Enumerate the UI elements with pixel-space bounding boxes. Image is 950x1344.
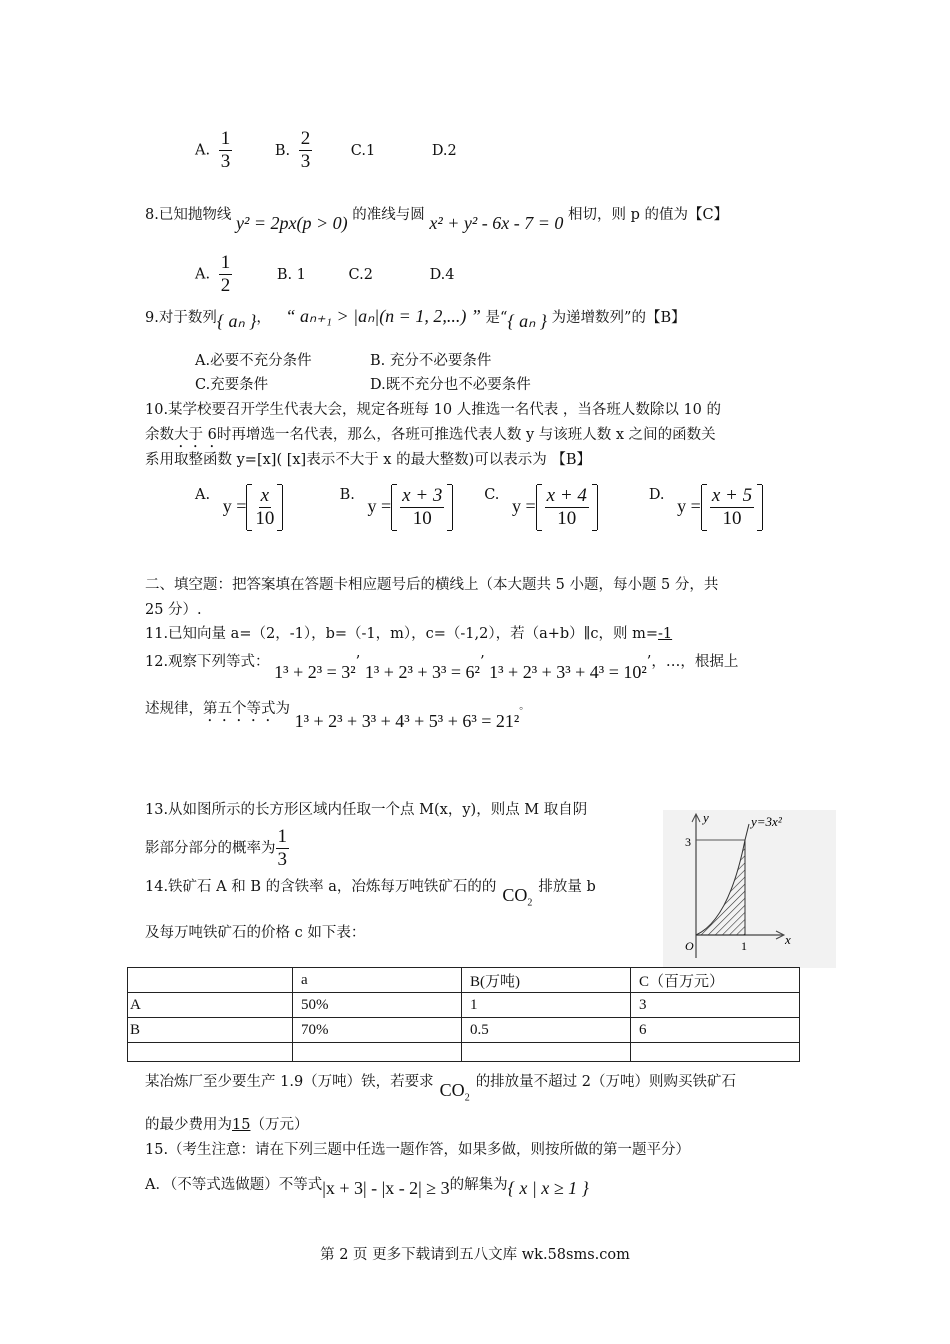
floor-bracket <box>701 485 763 530</box>
q9-mid: 是“ <box>485 310 508 326</box>
floor-bracket <box>536 485 598 530</box>
shaded-region <box>696 840 745 935</box>
denominator: 2 <box>220 275 231 296</box>
text: 为 <box>275 701 290 717</box>
q9-comma: ， <box>256 310 271 326</box>
q9-option-d: D.既不充分也不必要条件 <box>370 377 531 393</box>
q9-suffix: 为递增数列”的【B】 <box>551 310 686 326</box>
option-b-label: B. <box>274 142 291 159</box>
q11-answer: -1 <box>658 626 673 642</box>
text: 的最少费用为 <box>145 1117 232 1133</box>
table-cell <box>293 1043 462 1062</box>
q8-suffix: 相切，则 p 的值为【C】 <box>567 207 729 223</box>
q8-mid: 的准线与圆 <box>352 207 425 223</box>
q10-option-c <box>484 485 644 530</box>
q8-prefix: 8.已知抛物线 <box>145 207 232 223</box>
numerator: x <box>260 485 270 506</box>
ore-table <box>127 967 800 1062</box>
co2-formula <box>502 885 533 909</box>
q14-line-2: 及每万吨铁矿石的价格 c 如下表： <box>145 925 366 941</box>
lhs: y = <box>222 495 247 516</box>
lhs: y = <box>677 495 701 516</box>
option-d: D.4 <box>429 266 455 283</box>
text: 排放量 b <box>538 879 596 895</box>
denominator: 3 <box>220 151 231 172</box>
numerator: 1 <box>220 128 231 149</box>
q10-line-3: 系用取整函数 y=[x]( [x]表示不大于 x 的最大整数)可以表示为 【B】 <box>145 452 592 468</box>
table-header: a <box>293 968 462 993</box>
table-header <box>128 968 293 993</box>
q12-line-2 <box>145 697 530 731</box>
table-row <box>128 1018 800 1043</box>
q8-parabola-expr: y² = 2px(p > 0) <box>235 213 348 233</box>
fraction <box>545 485 589 530</box>
fraction <box>710 485 754 530</box>
table-header-row <box>128 968 800 993</box>
q12-answer: 1³ + 2³ + 3³ + 4³ + 5³ + 6³ = 21² <box>294 711 520 731</box>
period: 。 <box>519 701 530 712</box>
fraction <box>299 128 313 173</box>
table-cell <box>462 1043 631 1062</box>
text: 某冶炼厂至少要生产 1.9（万吨）铁，若要求 <box>145 1074 434 1090</box>
q10-line-2 <box>145 425 716 451</box>
q10-option-d <box>649 485 789 530</box>
denominator: 3 <box>277 849 287 870</box>
q13-line-1: 13.从如图所示的长方形区域内任取一个点 M(x，y)，则点 M 取自阴 <box>145 802 588 818</box>
q9-option-a: A.必要不充分条件 <box>195 353 312 369</box>
q10-option-b <box>340 485 480 530</box>
table-cell: A <box>128 993 293 1018</box>
q15-answer: { x | x ≥ 1 } <box>507 1178 589 1198</box>
option-c: C.2 <box>348 266 373 283</box>
option-label: C. <box>484 487 500 503</box>
option-d: D.2 <box>431 142 457 159</box>
table-cell: 70% <box>293 1018 462 1043</box>
q13-line-2 <box>145 826 289 871</box>
option-a-label: A. <box>195 266 211 283</box>
q8-circle-expr: x² + y² - 6x - 7 = 0 <box>429 213 564 233</box>
option-b: B. 1 <box>276 266 306 283</box>
q12-prefix: 12.观察下列等式： <box>145 654 270 670</box>
text: （万元） <box>250 1117 309 1133</box>
table-cell: 3 <box>631 993 800 1018</box>
page-footer: 第 2 页 更多下载请到五八文库 wk.58sms.com <box>320 1247 630 1263</box>
q12-tail: ，…，根据上 <box>651 654 739 670</box>
q14-after-line-1 <box>145 1070 737 1104</box>
q12-equation-3: 1³ + 2³ + 3³ + 4³ = 10² <box>489 662 647 682</box>
text: 14.铁矿石 A 和 B 的含铁率 a，冶炼每万吨铁矿石的的 <box>145 879 497 895</box>
q9-sequence-2: { aₙ } <box>507 311 547 331</box>
q9-sequence: { aₙ } <box>216 311 257 331</box>
numerator: 1 <box>277 826 287 847</box>
emphasized-text: 第五个等式 <box>203 701 276 717</box>
denominator: 10 <box>255 508 275 529</box>
q12-equation-2: 1³ + 2³ + 3³ = 6² <box>364 662 480 682</box>
q11-text: 11.已知向量 a=（2，-1），b=（-1，m），c=（-1,2），若（a+b）∥c，则 m= <box>145 626 658 642</box>
curve-extension <box>745 824 749 840</box>
table-header: B(万吨) <box>462 968 631 993</box>
table-row <box>128 1043 800 1062</box>
q10-option-a <box>195 485 335 530</box>
table-cell <box>631 1043 800 1062</box>
x-axis-label: x <box>785 932 791 947</box>
q13-answer-fraction <box>276 826 290 871</box>
graph-svg <box>663 810 836 968</box>
y-axis-label: y <box>703 810 709 825</box>
co2-text: CO <box>439 1080 465 1100</box>
co2-text: CO <box>502 885 528 905</box>
y-tick-3: 3 <box>685 835 691 849</box>
section-2-heading-cont: 25 分）. <box>145 602 202 618</box>
q14-after-line-2 <box>145 1115 308 1135</box>
text: 时再增选一名代表，那么，各班可推选代表人数 y 与该班人数 x 之间的函数关 <box>216 427 716 443</box>
text: 述规律， <box>145 701 203 717</box>
co2-subscript: 2 <box>464 1092 470 1104</box>
denominator: 10 <box>722 508 742 529</box>
denominator: 10 <box>557 508 577 529</box>
q9-prefix: 9.对于数列 <box>145 310 217 326</box>
text: 的排放量不超过 2（万吨）则购买铁矿石 <box>475 1074 737 1090</box>
text: 影部分部分的概率为 <box>145 840 276 857</box>
curve-label: y=3x² <box>751 814 782 829</box>
option-label: D. <box>648 487 665 503</box>
option-label: A. <box>195 487 211 503</box>
text: 余数 <box>145 427 174 443</box>
option-a-label: A. <box>195 142 211 159</box>
origin-label: O <box>685 939 694 953</box>
q10-line-1: 10.某学校要召开学生代表大会，规定各班每 10 人推选一名代表 ，当各班人数除以 10 的 <box>145 402 722 418</box>
floor-bracket <box>246 485 283 530</box>
q9-option-c: C.充要条件 <box>195 377 269 393</box>
question-12 <box>145 650 739 682</box>
table-header: C（百万元） <box>631 968 800 993</box>
table-cell: 0.5 <box>462 1018 631 1043</box>
lhs: y = <box>367 495 392 516</box>
parabola-graph-figure <box>663 810 836 968</box>
option-c: C.1 <box>350 142 376 159</box>
q14-line-1 <box>145 875 596 909</box>
table-row <box>128 993 800 1018</box>
table-cell: 1 <box>462 993 631 1018</box>
q12-equation-1: 1³ + 2³ = 3² <box>274 662 356 682</box>
fraction <box>255 485 274 530</box>
denominator: 3 <box>300 151 311 172</box>
table-cell: B <box>128 1018 293 1043</box>
numerator: x + 4 <box>546 485 587 506</box>
lhs: y = <box>512 495 536 516</box>
q10-options <box>195 485 789 535</box>
q15-part-a <box>145 1173 589 1198</box>
fraction <box>219 252 233 297</box>
co2-subscript: 2 <box>527 897 533 909</box>
numerator: 2 <box>300 128 311 149</box>
q14-answer: 15 <box>232 1117 251 1133</box>
denominator: 10 <box>412 508 432 529</box>
q9-option-b: B. 充分不必要条件 <box>370 353 492 369</box>
separator: ’ <box>479 654 485 670</box>
table-cell: 50% <box>293 993 462 1018</box>
separator: ’ <box>646 654 652 670</box>
table-cell <box>128 1043 293 1062</box>
text: 的解集为 <box>449 1177 508 1193</box>
floor-bracket <box>391 485 453 530</box>
q7-options <box>195 128 457 173</box>
fraction <box>219 128 233 173</box>
q8-options <box>195 252 455 297</box>
question-9 <box>145 306 686 331</box>
question-8 <box>145 203 729 233</box>
q15-line-1: 15.（考生注意：请在下列三题中任选一题作答，如果多做，则按所做的第一题平分） <box>145 1142 691 1158</box>
option-label: B. <box>339 487 355 503</box>
section-2-heading: 二、填空题：把答案填在答题卡相应题号后的横线上（本大题共 5 小题，每小题 5 分，共 <box>145 577 719 593</box>
numerator: x + 3 <box>402 485 443 506</box>
q9-condition: “ aₙ₊₁ > |aₙ|(n = 1, 2,...) ” <box>285 306 481 326</box>
question-11 <box>145 624 684 644</box>
table-cell: 6 <box>631 1018 800 1043</box>
numerator: x + 5 <box>711 485 753 506</box>
emphasized-text: 大于 6 <box>174 427 217 443</box>
numerator: 1 <box>220 252 231 273</box>
fraction <box>400 485 444 530</box>
text: A．（不等式选做题）不等式 <box>145 1177 323 1193</box>
separator: ’ <box>355 654 361 670</box>
x-tick-1: 1 <box>741 939 747 953</box>
q15-inequality: |x + 3| - |x - 2| ≥ 3 <box>322 1178 450 1198</box>
co2-formula <box>439 1080 470 1104</box>
